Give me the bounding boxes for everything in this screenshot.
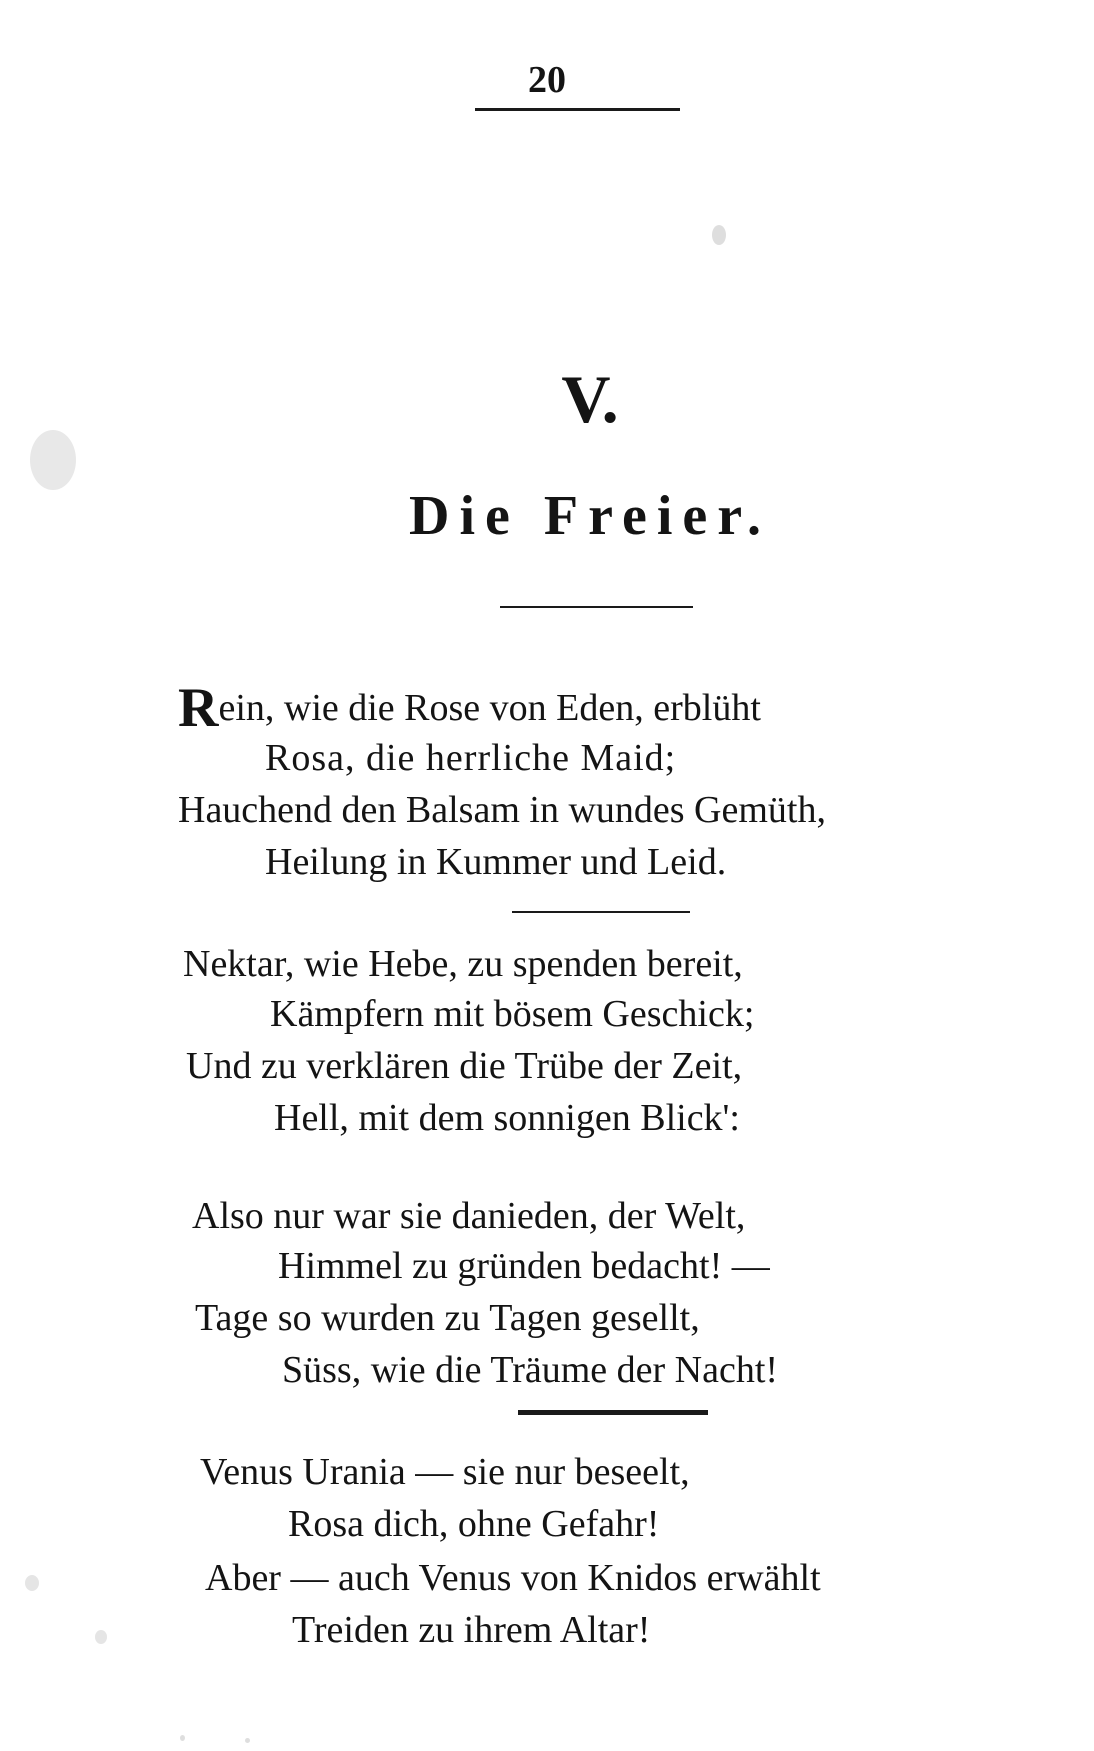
verse-line: Also nur war sie danieden, der Welt, [192,1195,746,1237]
verse-line: Kämpfern mit bösem Geschick; [270,993,755,1035]
paper-speck [245,1738,250,1743]
title-rule [500,606,693,608]
stanza-divider-bold [518,1410,708,1415]
verse-line: Hauchend den Balsam in wundes Gemüth, [178,789,826,831]
verse-line: Süss, wie die Träume der Nacht! [282,1349,779,1391]
verse-line: Nektar, wie Hebe, zu spenden bereit, [183,943,743,985]
verse-line: Rosa, die herrliche Maid; [265,737,677,779]
verse-line: Aber — auch Venus von Knidos erwählt [205,1557,821,1599]
verse-text: ein, wie die Rose von Eden, erblüht [218,687,761,729]
page-number: 20 [528,59,566,101]
verse-line: Tage so wurden zu Tagen gesellt, [195,1297,700,1339]
header-rule [475,108,680,111]
stanza-divider [512,911,690,913]
poem-title: Die Freier. [409,485,771,547]
verse-line: Heilung in Kummer und Leid. [265,841,727,883]
verse-line: Himmel zu gründen bedacht! — [278,1245,770,1287]
chapter-number: V. [561,361,619,437]
paper-speck [25,1575,39,1591]
paper-speck [95,1630,107,1644]
verse-line [178,677,761,739]
verse-line: Und zu verklären die Trübe der Zeit, [186,1045,743,1087]
paper-speck [180,1735,185,1741]
paper-speck [712,225,726,245]
drop-cap: R [178,677,219,739]
verse-line: Rosa dich, ohne Gefahr! [288,1503,660,1545]
verse-line: Venus Urania — sie nur beseelt, [200,1451,690,1493]
verse-line: Treiden zu ihrem Altar! [292,1609,651,1651]
verse-line: Hell, mit dem sonnigen Blick': [274,1097,740,1139]
paper-speck [30,430,76,490]
